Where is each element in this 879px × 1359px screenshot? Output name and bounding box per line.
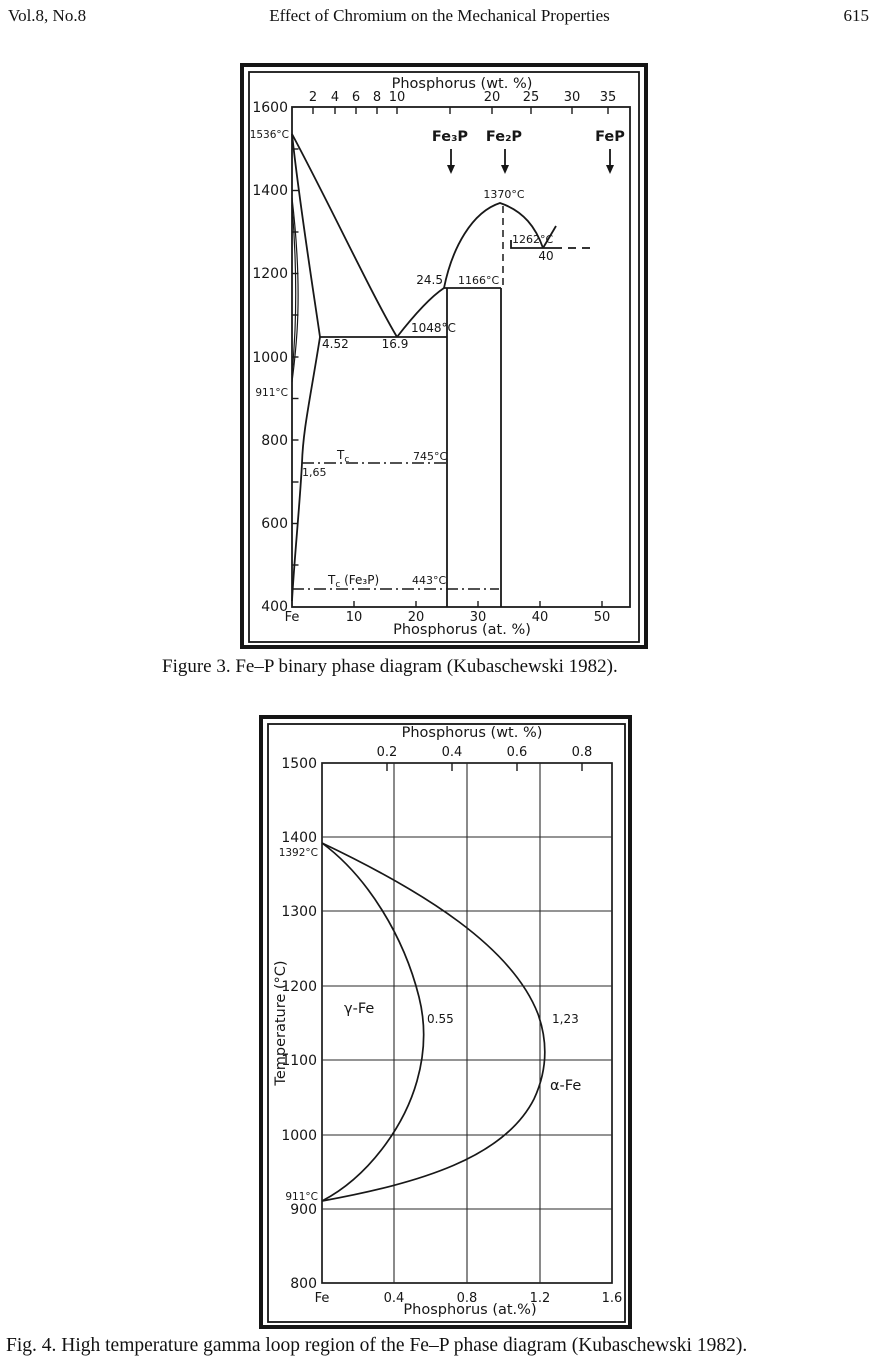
tick-label: 1000 bbox=[281, 1128, 317, 1144]
tick-label: Fe bbox=[314, 1291, 330, 1306]
gamma-fe-region-label: γ-Fe bbox=[344, 1001, 375, 1017]
tick-label: Fe bbox=[284, 610, 300, 625]
tick-label: 1200 bbox=[281, 979, 317, 995]
figure3-caption: Figure 3. Fe–P binary phase diagram (Kubaschewski 1982). bbox=[162, 656, 618, 677]
figure3-phase-diagram bbox=[238, 61, 652, 653]
tick-label: 6 bbox=[351, 90, 361, 105]
tc-main: T bbox=[328, 573, 336, 587]
tick-label: 400 bbox=[261, 599, 288, 615]
tick-label: 1400 bbox=[281, 830, 317, 846]
tick-label: 10 bbox=[388, 90, 406, 105]
tick-label: 20 bbox=[483, 90, 501, 105]
tick-label: 1300 bbox=[281, 904, 317, 920]
figure3-top-axis-title: Phosphorus (wt. %) bbox=[391, 76, 533, 92]
tick-label: 0.4 bbox=[441, 745, 463, 760]
t443-label: 443°C bbox=[412, 574, 447, 587]
x1-65-label: 1,65 bbox=[302, 466, 327, 479]
t745-label: 745°C bbox=[413, 450, 448, 463]
tick-label: 900 bbox=[290, 1202, 317, 1218]
tick-label: 8 bbox=[372, 90, 382, 105]
t1048-label: 1048°C bbox=[411, 321, 456, 335]
tick-label: 1600 bbox=[252, 100, 288, 116]
figure3-bottom-axis-title: Phosphorus (at. %) bbox=[393, 622, 531, 638]
tick-label: 20 bbox=[407, 610, 425, 625]
tick-label: 2 bbox=[308, 90, 318, 105]
tick-label: 1000 bbox=[252, 350, 288, 366]
t1166-label: 1166°C bbox=[458, 274, 500, 287]
tick-label: 1.6 bbox=[601, 1291, 623, 1306]
x40-label: 40 bbox=[538, 249, 554, 263]
fe2p-compound-label: Fe₂P bbox=[485, 129, 523, 145]
fe-melting-point-label: 1536°C bbox=[249, 129, 289, 141]
figure4-caption: Fig. 4. High temperature gamma loop region of the Fe–P phase diagram (Kubaschewski 1982). bbox=[6, 1335, 748, 1356]
journal-volume: Vol.8, No.8 bbox=[8, 6, 87, 25]
t1370-label: 1370°C bbox=[483, 188, 525, 201]
figure4-gamma-loop-diagram bbox=[255, 711, 635, 1333]
figure4-y-axis-title: Temperature (°C) bbox=[273, 960, 289, 1086]
tick-label: 1200 bbox=[252, 266, 288, 282]
tick-label: 40 bbox=[531, 610, 549, 625]
tick-label: 30 bbox=[563, 90, 581, 105]
tick-label: 1.2 bbox=[529, 1291, 551, 1306]
tick-label: 800 bbox=[290, 1276, 317, 1292]
x16-9-label: 16.9 bbox=[381, 337, 409, 351]
tc-rest: (Fe₃P) bbox=[340, 573, 380, 587]
tc-sub: c bbox=[335, 580, 341, 590]
tick-label: 0.6 bbox=[506, 745, 528, 760]
tick-label: 30 bbox=[469, 610, 487, 625]
figure4-bottom-axis-title: Phosphorus (at.%) bbox=[403, 1302, 537, 1318]
tick-label: 800 bbox=[261, 433, 288, 449]
tick-label: 50 bbox=[593, 610, 611, 625]
running-title: Effect of Chromium on the Mechanical Properties bbox=[269, 6, 610, 25]
tick-label: 0.4 bbox=[383, 1291, 405, 1306]
page-number: 615 bbox=[843, 6, 869, 25]
t1262-label: 1262°C bbox=[512, 233, 554, 246]
tick-label: 10 bbox=[345, 610, 363, 625]
alpha-fe-region-label: α-Fe bbox=[550, 1078, 582, 1094]
tick-label: 600 bbox=[261, 516, 288, 532]
x24-5-label: 24.5 bbox=[416, 273, 443, 287]
x0-55-label: 0.55 bbox=[427, 1012, 454, 1026]
tc-sub: c bbox=[344, 455, 350, 465]
x1-23-label: 1,23 bbox=[552, 1012, 579, 1026]
x4-52-label: 4.52 bbox=[322, 337, 349, 351]
tick-label: 1500 bbox=[281, 756, 317, 772]
page-header bbox=[0, 4, 879, 30]
tick-label: 25 bbox=[522, 90, 540, 105]
tick-label: 1400 bbox=[252, 183, 288, 199]
fep-compound-label: FeP bbox=[595, 129, 625, 145]
tick-label: 4 bbox=[330, 90, 340, 105]
tick-label: 1100 bbox=[281, 1053, 317, 1069]
t1392-label: 1392°C bbox=[278, 847, 318, 859]
fe3p-compound-label: Fe₃P bbox=[431, 129, 469, 145]
figure4-top-axis-title: Phosphorus (wt. %) bbox=[401, 725, 543, 741]
tick-label: 35 bbox=[599, 90, 617, 105]
t911-label: 911°C bbox=[255, 387, 288, 399]
t911-label: 911°C bbox=[285, 1191, 318, 1203]
tick-label: 0.2 bbox=[376, 745, 398, 760]
tick-label: 0.8 bbox=[571, 745, 593, 760]
tick-label: 0.8 bbox=[456, 1291, 478, 1306]
tc-main: T bbox=[337, 448, 345, 462]
